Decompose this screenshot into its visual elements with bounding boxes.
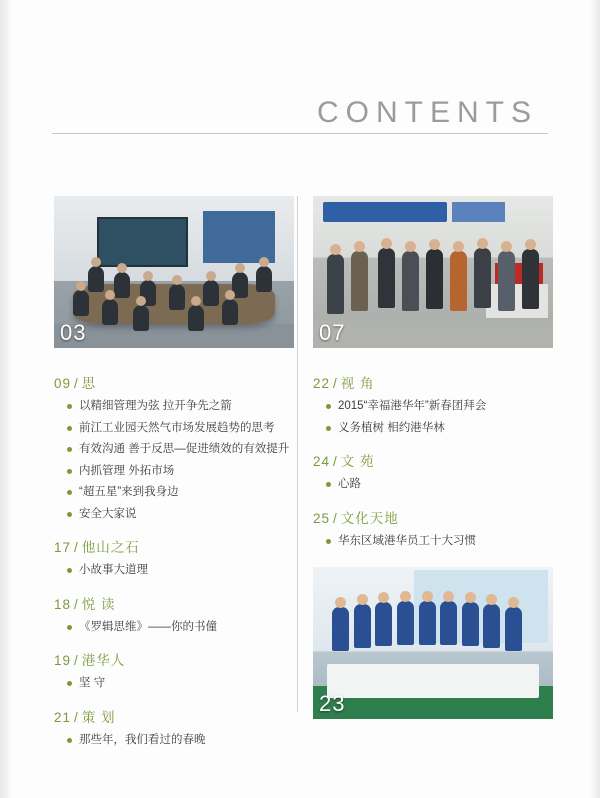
person-figure [133, 305, 149, 331]
toc-entry[interactable]: 2015“幸福港华年”新春团拜会 [313, 399, 556, 415]
toc-section-title: 思 [81, 376, 97, 391]
toc-group [54, 372, 297, 522]
event-banner [323, 202, 448, 222]
right-column [313, 196, 556, 719]
person-figure [188, 305, 204, 331]
toc-separator: / [74, 709, 79, 725]
toc-page-number: 25 [313, 510, 331, 526]
person-figure [169, 284, 185, 310]
group-banner [327, 664, 538, 697]
person-figure [375, 602, 392, 646]
toc-section-title: 港华人 [81, 653, 126, 669]
photo-floor [313, 321, 553, 348]
wall-panel [203, 211, 275, 263]
toc-section-title: 视 角 [340, 376, 375, 391]
person-figure [483, 604, 500, 648]
person-figure [88, 266, 104, 292]
toc-group [54, 536, 297, 579]
white-desk [486, 284, 548, 317]
person-figure [397, 601, 414, 645]
person-figure [114, 272, 130, 298]
toc-page-number: 22 [313, 376, 331, 391]
toc-group-heading[interactable] [54, 536, 297, 556]
person-figure [332, 607, 349, 651]
person-figure [462, 602, 479, 646]
person-figure [402, 251, 419, 311]
person-figure [498, 251, 515, 311]
toc-entry[interactable]: 《罗辑思维》——你的书僮 [54, 620, 297, 636]
meeting-room-photo [54, 196, 294, 348]
person-figure [203, 280, 219, 306]
toc-section-title: 文 苑 [340, 454, 375, 470]
person-figure [378, 248, 395, 308]
toc-group-heading[interactable] [54, 372, 297, 392]
photo-page-number: 03 [60, 320, 87, 345]
person-figure [522, 249, 539, 309]
toc-section-title: 他山之石 [81, 540, 140, 556]
person-figure [327, 254, 344, 314]
column-divider [297, 196, 298, 712]
contents-columns [0, 196, 600, 756]
toc-section-title: 悦 读 [81, 596, 116, 612]
toc-separator: / [74, 540, 79, 556]
toc-separator: / [74, 376, 79, 391]
toc-entry[interactable]: 以精细管理为弦 拉开争先之箭 [54, 399, 297, 415]
toc-group [54, 706, 297, 749]
toc-group-heading[interactable] [313, 372, 556, 392]
toc-section-title: 文化天地 [340, 510, 399, 526]
person-figure [351, 251, 368, 311]
toc-group-heading[interactable] [54, 706, 297, 726]
toc-group [313, 450, 556, 493]
toc-entry[interactable]: 那些年，我们看过的春晚 [54, 733, 297, 749]
event-banner-secondary [452, 202, 505, 222]
toc-entry[interactable]: 有效沟通 善于反思—促进绩效的有效提升 [54, 442, 297, 458]
toc-entry[interactable]: 坚 守 [54, 676, 297, 692]
left-toc [54, 372, 297, 748]
photo-floor [54, 324, 294, 348]
toc-page-number: 19 [54, 653, 72, 669]
person-figure [505, 607, 522, 651]
person-figure [354, 604, 371, 648]
person-figure [426, 249, 443, 309]
title-divider [52, 133, 548, 134]
toc-group-heading[interactable] [313, 507, 556, 527]
person-figure [102, 299, 118, 325]
toc-entry[interactable]: 小故事大道理 [54, 563, 297, 579]
hall-activity-photo [313, 196, 553, 348]
person-figure [73, 290, 89, 316]
person-figure [256, 266, 272, 292]
toc-page-number: 17 [54, 540, 72, 556]
toc-separator: / [74, 653, 79, 669]
person-figure [474, 248, 491, 308]
toc-group [54, 649, 297, 692]
person-figure [419, 601, 436, 645]
toc-group [313, 372, 556, 436]
toc-group [313, 507, 556, 550]
toc-group-heading[interactable] [313, 450, 556, 470]
toc-entry[interactable]: 安全大家说 [54, 507, 297, 523]
toc-group-heading[interactable] [54, 593, 297, 613]
photo-page-number: 23 [319, 691, 346, 717]
toc-entry[interactable]: 前江工业园天然气市场发展趋势的思考 [54, 421, 297, 437]
person-figure [222, 299, 238, 325]
toc-page-number: 24 [313, 454, 331, 470]
toc-entry[interactable]: “超五星”来到我身边 [54, 485, 297, 501]
left-column [54, 196, 297, 762]
projector-screen [97, 217, 187, 267]
toc-section-title: 策 划 [81, 709, 116, 725]
person-figure [440, 601, 457, 645]
toc-separator: / [333, 454, 338, 470]
toc-page-number: 21 [54, 709, 72, 725]
toc-entry[interactable]: 内抓管理 外拓市场 [54, 464, 297, 480]
toc-separator: / [333, 376, 338, 391]
toc-group [54, 593, 297, 636]
person-figure [450, 251, 467, 311]
toc-group-heading[interactable] [54, 649, 297, 669]
toc-page-number: 09 [54, 376, 72, 391]
toc-separator: / [333, 510, 338, 526]
team-group-photo [313, 567, 553, 719]
page-title: CONTENTS [317, 96, 538, 129]
toc-page-number: 18 [54, 596, 72, 612]
right-toc [313, 372, 556, 549]
toc-separator: / [74, 596, 79, 612]
photo-page-number: 07 [319, 320, 346, 345]
toc-entry[interactable]: 心路 [313, 477, 556, 493]
toc-entry[interactable]: 义务植树 相约港华林 [313, 421, 556, 437]
toc-entry[interactable]: 华东区域港华员工十大习惯 [313, 534, 556, 550]
